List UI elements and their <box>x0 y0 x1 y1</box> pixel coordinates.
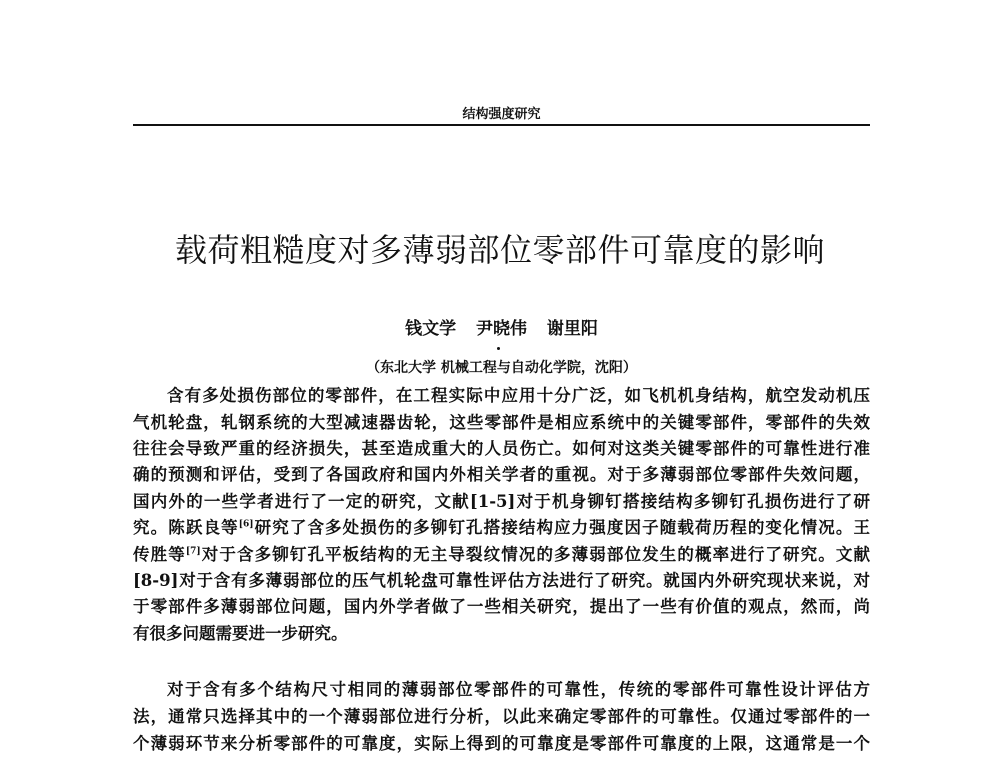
author: 谢里阳 <box>546 319 598 339</box>
scan-speck <box>497 347 500 350</box>
text-line: 于零部件多薄弱部位问题，国内外学者做了一些相关研究，提出了一些有价值的观点，然而，尚 <box>133 597 870 616</box>
citation: [6] <box>238 519 254 530</box>
author: 尹晓伟 <box>476 319 527 339</box>
text-line: 国内外的一些学者进行了一定的研究，文献[1-5]对于机身铆钉搭接结构多铆钉孔损伤进行了研 <box>133 492 870 511</box>
text-line: 法，通常只选择其中的一个薄弱部位进行分析，以此来确定零部件的可靠性。仅通过零部件的一 <box>133 707 870 726</box>
citation: [7] <box>185 546 201 557</box>
author: 钱文学 <box>405 319 457 339</box>
text-line: 气机轮盘，轧钢系统的大型减速器齿轮，这些零部件是相应系统中的关键零部件，零部件的失效 <box>133 413 870 432</box>
running-header: 结构强度研究 <box>462 107 541 122</box>
text-line: 往往会导致严重的经济损失，甚至造成重大的人员伤亡。如何对这类关键零部件的可靠性进行准 <box>133 439 870 458</box>
text-line: 传胜等[7]对于含多铆钉孔平板结构的无主导裂纹情况的多薄弱部位发生的概率进行了研究。文献 <box>133 545 871 564</box>
text-line: 确的预测和评估，受到了各国政府和国内外相关学者的重视。对于多薄弱部位零部件失效问题， <box>133 465 870 484</box>
header-rule <box>133 124 870 126</box>
text-line: 个薄弱环节来分析零部件的可靠度，实际上得到的可靠度是零部件可靠度的上限，这通常是一个 <box>133 734 870 753</box>
text-line: 含有多处损伤部位的零部件，在工程实际中应用十分广泛，如飞机机身结构，航空发动机压 <box>167 386 870 405</box>
affiliation: （东北大学 机械工程与自动化学院，沈阳） <box>366 360 637 376</box>
text-line: 有很多问题需要进一步研究。 <box>133 624 348 643</box>
text-line: 对于含有多个结构尺寸相同的薄弱部位零部件的可靠性，传统的零部件可靠性设计评估方 <box>167 680 870 699</box>
authors <box>133 314 870 339</box>
text-line: 究。陈跃良等[6]研究了含多处损伤的多铆钉孔搭接结构应力强度因子随载荷历程的变化情况。王 <box>133 518 871 537</box>
text-line: [8-9]对于含有多薄弱部位的压气机轮盘可靠性评估方法进行了研究。就国内外研究现状来说，对 <box>133 571 870 590</box>
paper-title: 载荷粗糙度对多薄弱部位零部件可靠度的影响 <box>174 231 825 269</box>
